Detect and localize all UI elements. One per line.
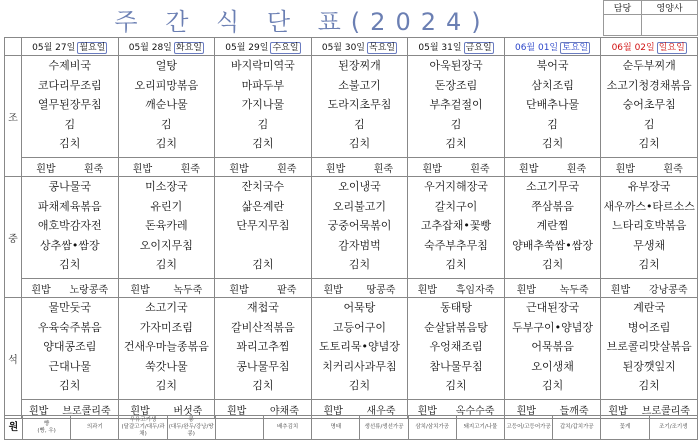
rice-porridge-cell (215, 279, 312, 298)
rice-item: 흰밥 (325, 163, 346, 175)
day-weekday: 금요일 (465, 43, 492, 53)
menu-item: 삶은계란 (241, 199, 285, 213)
menu-cell (22, 298, 119, 400)
menu-item: 열무된장무침 (37, 98, 102, 111)
rice-porridge-cell (118, 279, 215, 298)
menu-cell (215, 177, 312, 279)
rice-item: 흰밥 (615, 163, 635, 175)
menu-cell (408, 298, 505, 400)
menu-item: 김치 (59, 379, 81, 392)
day-header (311, 38, 408, 56)
porridge-item: 땅콩죽 (366, 284, 396, 296)
menu-cell (22, 177, 119, 279)
menu-item: 북어국 (536, 59, 569, 72)
menu-item: 동태탕 (440, 301, 472, 314)
menu-item: 소고기무국 (526, 180, 580, 193)
day-header (118, 38, 215, 56)
rice-item: 흰밥 (130, 405, 150, 417)
rice-porridge-cell (601, 279, 698, 298)
origin-cell: 의과기 (71, 416, 119, 440)
porridge-item: 들깨죽 (559, 405, 589, 417)
porridge-item: 흰죽 (663, 163, 683, 175)
menu-item: 소불고기 (338, 78, 381, 92)
meal-label: 조 (5, 56, 22, 177)
porridge-item: 강낭콩죽 (648, 284, 688, 296)
menu-item: 김치 (348, 379, 371, 392)
menu-item: 우육숙주볶음 (37, 320, 102, 334)
menu-item: 아욱된장국 (429, 59, 483, 72)
rice-item: 흰밥 (36, 163, 56, 175)
menu-item: 재첩국 (246, 301, 279, 314)
menu-item: 쭈삼볶음 (531, 199, 574, 213)
menu-item: 김치 (638, 258, 660, 271)
menu-item: 애호박감자전 (37, 219, 102, 232)
porridge-item: 흰죽 (470, 163, 490, 175)
day-date: 06월 01일 (514, 43, 559, 53)
rice-item: 흰밥 (28, 405, 49, 417)
rice-item: 흰밥 (516, 284, 536, 296)
menu-item: 쑥갓나물 (145, 359, 188, 373)
day-date: 05월 31일 (418, 43, 462, 53)
menu-cell (215, 298, 312, 400)
porridge-item: 브로콜리죽 (62, 405, 111, 417)
porridge-item: 흰죽 (84, 163, 104, 175)
rice-porridge-cell (408, 158, 505, 177)
day-date: 05월 27일 (32, 43, 76, 53)
menu-item: 순두부찌개 (622, 59, 676, 72)
menu-item: 콩나물국 (48, 180, 92, 193)
origin-mark: 원 (5, 416, 23, 440)
porridge-item: 새우죽 (366, 405, 396, 417)
menu-cell (408, 56, 505, 158)
menu-item: 근대된장국 (526, 301, 580, 314)
rice-porridge-cell (504, 279, 601, 298)
menu-item: 김치 (541, 137, 564, 150)
rice-item: 흰밥 (610, 284, 631, 296)
origin-cell: 생선류/생선가공 (360, 416, 408, 440)
rice-porridge-cell (311, 158, 408, 177)
menu-item: 깨순나물 (145, 98, 188, 111)
porridge-item: 팥죽 (277, 284, 297, 296)
day-date: 05월 28일 (128, 43, 172, 53)
menu-item: 김 (64, 117, 76, 131)
rice-item: 흰밥 (608, 405, 628, 417)
menu-item: 소고기국 (145, 301, 188, 314)
rice-item: 흰밥 (130, 284, 150, 296)
origin-cell: 콩 (대두/완두/강낭/땅콩) (167, 416, 215, 440)
approval-label-staff: 담당 (604, 1, 642, 15)
origin-cell: 꽃게 (601, 416, 649, 440)
menu-cell (601, 56, 698, 158)
menu-item: 부추겉절이 (429, 98, 483, 111)
menu-item: 양대콩조림 (43, 340, 97, 353)
menu-item: 소고기청경채볶음 (606, 78, 692, 92)
menu-cell (215, 56, 312, 158)
day-header (504, 38, 601, 56)
menu-item: 상추쌈•쌈장 (39, 238, 100, 252)
porridge-item: 흰죽 (373, 163, 394, 175)
day-weekday: 일요일 (658, 43, 685, 53)
rice-item: 흰밥 (229, 284, 249, 296)
meal-label: 중 (5, 177, 22, 298)
day-date: 06월 02일 (611, 43, 655, 53)
menu-item: 김치 (59, 137, 81, 150)
origin-cell: 배추김치 (264, 416, 312, 440)
menu-cell (408, 177, 505, 279)
meal-label: 석 (5, 298, 22, 419)
menu-item: 어묵볶음 (531, 340, 574, 353)
origin-cell: 빵 (빵, 우) (23, 416, 71, 440)
porridge-item: 옥수수죽 (455, 405, 495, 417)
menu-cell (22, 56, 119, 158)
porridge-item: 노랑콩죽 (69, 284, 109, 296)
origin-cell: 조기/조기생 (649, 416, 697, 440)
menu-item: 계란찜 (536, 219, 569, 232)
porridge-item: 흰죽 (180, 163, 200, 175)
menu-item: 무생채 (633, 238, 666, 252)
menu-cell (504, 298, 601, 400)
menu-item: 김치 (348, 258, 371, 271)
rice-item: 흰밥 (417, 284, 437, 296)
menu-item: 오이생채 (531, 359, 574, 373)
menu-item: 김치 (541, 379, 564, 392)
menu-cell (118, 298, 215, 400)
menu-item: 유린기 (150, 199, 183, 213)
origin-cell: 돼지고기/나물 (456, 416, 504, 440)
menu-item: 김치 (155, 379, 177, 392)
porridge-item: 흰죽 (566, 163, 587, 175)
menu-item: 도토리묵•양념장 (319, 340, 400, 353)
menu-item: 김치 (638, 379, 660, 392)
origin-cell: 명태 (312, 416, 360, 440)
rice-porridge-cell (215, 158, 312, 177)
menu-item: 순살닭볶음탕 (424, 320, 488, 334)
menu-item: 브로콜리맛살볶음 (606, 340, 692, 353)
rice-item: 흰밥 (417, 405, 437, 417)
menu-item: 김치 (445, 379, 467, 392)
rice-item: 흰밥 (226, 405, 247, 417)
rice-porridge-cell (22, 279, 119, 298)
menu-item: 김치 (59, 258, 81, 271)
day-weekday: 수요일 (272, 43, 299, 53)
menu-cell (601, 298, 698, 400)
menu-item: 김 (354, 117, 365, 131)
rice-porridge-cell (601, 158, 698, 177)
origin-cell: 우유고기생 (달걀고기/대두/과채) (119, 416, 167, 440)
rice-porridge-cell (22, 158, 119, 177)
menu-item: 오이지무침 (139, 238, 193, 252)
menu-item: 파채제육볶음 (37, 199, 102, 213)
menu-item: 숙주부추무침 (424, 238, 488, 252)
origin-cell (215, 416, 263, 440)
origin-cell: 삼치/삼치가공 (408, 416, 456, 440)
menu-item: 김 (161, 117, 172, 131)
menu-cell (601, 177, 698, 279)
corner-cell (5, 38, 22, 56)
menu-item: 얼탕 (155, 59, 177, 72)
rice-item: 흰밥 (31, 284, 51, 296)
menu-item: 건새우마늘종볶음 (123, 340, 209, 353)
rice-porridge-cell (118, 158, 215, 177)
day-header (601, 38, 698, 56)
menu-item: 어묵탕 (343, 301, 376, 314)
porridge-item: 흰죽 (277, 163, 297, 175)
menu-item: 김치 (638, 137, 660, 150)
rice-item: 흰밥 (229, 163, 249, 175)
menu-item: 오리불고기 (332, 199, 387, 213)
nutrition-origin-strip (4, 415, 698, 440)
menu-item: 계란국 (633, 301, 666, 314)
weekly-menu-table (4, 37, 698, 419)
menu-item: 두부구이•양념장 (512, 320, 594, 334)
day-date: 05월 29일 (225, 43, 269, 53)
menu-item: 고등어구이 (332, 320, 387, 334)
porridge-item: 브로콜리죽 (641, 405, 690, 417)
menu-item: 궁중어묵볶이 (327, 219, 392, 232)
day-weekday: 월요일 (79, 43, 106, 53)
menu-item: 삼치조림 (531, 78, 574, 92)
menu-item: 수제비국 (48, 59, 92, 72)
porridge-item: 녹두죽 (559, 284, 589, 296)
menu-item: 김치 (155, 258, 177, 271)
menu-item: 병어조림 (627, 320, 671, 334)
rice-porridge-cell (504, 158, 601, 177)
menu-cell (311, 177, 408, 279)
menu-item: 오이냉국 (338, 180, 381, 193)
rice-item: 흰밥 (323, 405, 343, 417)
menu-item: 미소장국 (145, 180, 188, 193)
menu-item: 콩나물무침 (236, 359, 290, 373)
menu-item: 김치 (348, 137, 371, 150)
menu-item: 단배추나물 (526, 98, 580, 111)
menu-item: 근대나물 (48, 359, 92, 373)
origin-cell: 갑치/갑치가공 (553, 416, 601, 440)
menu-item: 된장깻잎지 (622, 359, 676, 373)
approval-box (603, 0, 698, 36)
menu-cell (504, 56, 601, 158)
rice-item: 흰밥 (519, 163, 539, 175)
menu-item: 감자범벅 (338, 238, 381, 252)
rice-porridge-cell (408, 279, 505, 298)
menu-item: 김치 (155, 137, 177, 150)
menu-item: 오리피망볶음 (134, 78, 199, 92)
menu-item: 새우까스•타르소스 (603, 199, 695, 213)
menu-item: 잔치국수 (241, 180, 285, 193)
menu-item: 김치 (541, 258, 564, 271)
menu-item: 치커리사과무침 (322, 359, 397, 373)
rice-item: 흰밥 (323, 284, 343, 296)
day-header (22, 38, 119, 56)
menu-item: 갈비산적볶음 (231, 320, 295, 334)
menu-item: 김치 (252, 379, 274, 392)
porridge-item: 야채죽 (269, 405, 299, 417)
day-date: 05월 30일 (321, 43, 365, 53)
menu-cell (311, 298, 408, 400)
porridge-item: 녹두죽 (173, 284, 203, 296)
rice-item: 흰밥 (422, 163, 442, 175)
menu-item: 김 (450, 117, 462, 131)
menu-item: 참나물무침 (429, 359, 483, 373)
menu-item (215, 236, 311, 256)
menu-item: 김치 (445, 137, 467, 150)
origin-cell: 고등어/고등어가공 (505, 416, 553, 440)
menu-item: 느타리호박볶음 (611, 219, 687, 232)
menu-item: 우거지해장국 (424, 180, 488, 193)
menu-item: 갈치구이 (434, 199, 478, 213)
menu-item: 유부장국 (627, 180, 671, 193)
day-weekday: 목요일 (369, 43, 396, 53)
menu-item: 김 (257, 117, 269, 131)
menu-item: 고추잡채•꽃빵 (420, 219, 492, 232)
menu-item: 물만둣국 (48, 301, 92, 314)
day-header (408, 38, 505, 56)
menu-item: 바지락미역국 (231, 59, 295, 72)
menu-cell (118, 177, 215, 279)
approval-sign-nutritionist (642, 15, 698, 36)
menu-cell (504, 177, 601, 279)
porridge-item: 흑임자죽 (455, 284, 495, 296)
day-weekday: 토요일 (562, 43, 589, 53)
menu-item: 가지나물 (241, 98, 285, 111)
approval-sign-staff (604, 15, 642, 36)
menu-item: 김치 (252, 137, 274, 150)
menu-item: 양배추쑥쌈•쌈장 (512, 238, 594, 252)
porridge-item: 버섯죽 (173, 405, 203, 417)
menu-item: 마파두부 (241, 78, 285, 92)
menu-item: 숭어초무침 (622, 98, 676, 111)
rice-item: 흰밥 (132, 163, 153, 175)
rice-porridge-cell (311, 279, 408, 298)
menu-item: 돈장조림 (434, 78, 478, 92)
menu-item: 돈육카레 (145, 219, 188, 232)
menu-item: 우엉채조림 (429, 340, 483, 353)
menu-item: 도라지초무침 (327, 98, 392, 111)
page-title: 주 간 식 단 표(2024) (114, 8, 491, 36)
rice-item: 흰밥 (516, 405, 536, 417)
menu-item: 된장찌개 (338, 59, 381, 72)
day-weekday: 화요일 (175, 43, 202, 53)
approval-label-nutritionist: 영양사 (642, 1, 698, 15)
menu-item: 꽈리고추찜 (236, 340, 290, 353)
menu-item: 김 (643, 117, 655, 131)
menu-item: 단무지무침 (236, 219, 290, 232)
menu-item: 김 (547, 117, 558, 131)
menu-cell (118, 56, 215, 158)
day-header (215, 38, 312, 56)
menu-item: 김치 (445, 258, 467, 271)
menu-item: 코다리무조림 (37, 78, 102, 92)
menu-cell (311, 56, 408, 158)
menu-item: 김치 (252, 258, 274, 271)
menu-item: 가자미조림 (139, 320, 193, 334)
